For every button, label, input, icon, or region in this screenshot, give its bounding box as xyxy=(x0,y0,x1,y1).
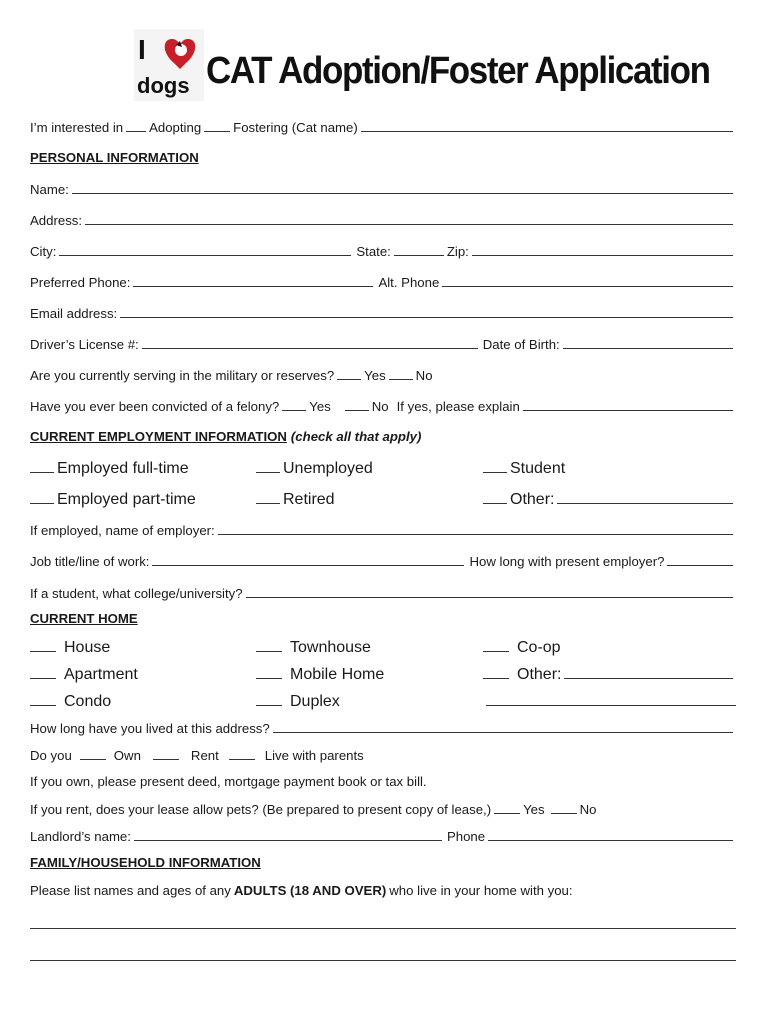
apartment-label: Apartment xyxy=(64,666,138,683)
fostering-label: Fostering (Cat name) xyxy=(233,120,358,135)
college-label: If a student, what college/university? xyxy=(30,586,243,601)
retired-blank[interactable] xyxy=(256,491,280,504)
coop-label: Co-op xyxy=(517,639,561,656)
full-time-label: Employed full-time xyxy=(57,460,189,477)
unemployed-label: Unemployed xyxy=(283,460,373,477)
employment-heading: CURRENT EMPLOYMENT INFORMATION xyxy=(30,429,287,444)
logo-i: I xyxy=(138,34,146,65)
alt-phone-label: Alt. Phone xyxy=(378,275,440,290)
email-label: Email address: xyxy=(30,306,118,321)
mobile-home-label: Mobile Home xyxy=(290,666,385,683)
full-time-blank[interactable] xyxy=(30,460,54,473)
condo-label: Condo xyxy=(64,693,112,710)
adults-line-1[interactable] xyxy=(30,927,736,929)
employment-other-label: Other: xyxy=(510,491,555,508)
apartment-blank[interactable] xyxy=(30,666,56,679)
adults-prompt-a: Please list names and ages of any xyxy=(30,883,231,898)
military-question: Are you currently serving in the military or reserves? xyxy=(30,368,335,383)
employer-duration-field[interactable] xyxy=(667,553,733,566)
employment-note: (check all that apply) xyxy=(290,429,422,444)
name-field[interactable] xyxy=(72,181,733,194)
felony-yes-blank[interactable] xyxy=(282,398,306,411)
felony-no-blank[interactable] xyxy=(345,398,369,411)
lease-pets-question: If you rent, does your lease allow pets? (Be prepared to present copy of lease,) xyxy=(30,802,492,817)
own-note: If you own, please present deed, mortgage payment book or tax bill. xyxy=(30,774,427,789)
military-yes-blank[interactable] xyxy=(337,367,361,380)
logo-dogs: dogs xyxy=(137,73,190,98)
part-time-blank[interactable] xyxy=(30,491,54,504)
military-no-label: No xyxy=(415,368,433,383)
college-field[interactable] xyxy=(246,585,733,598)
house-label: House xyxy=(64,639,111,656)
adults-line-2[interactable] xyxy=(30,959,736,961)
student-label: Student xyxy=(510,460,566,477)
lease-yes-blank[interactable] xyxy=(494,801,520,814)
retired-label: Retired xyxy=(283,491,335,508)
felony-yes-label: Yes xyxy=(309,399,331,414)
explain-label: If yes, please explain xyxy=(396,399,520,414)
state-field[interactable] xyxy=(394,243,444,256)
adopting-blank[interactable] xyxy=(126,119,146,132)
unemployed-blank[interactable] xyxy=(256,460,280,473)
family-heading: FAMILY/HOUSEHOLD INFORMATION xyxy=(30,855,261,870)
landlord-phone-field[interactable] xyxy=(488,828,733,841)
interest-label: I’m interested in xyxy=(30,120,124,135)
employer-duration-label: How long with present employer? xyxy=(469,554,665,569)
license-label: Driver’s License #: xyxy=(30,337,139,352)
rent-blank[interactable] xyxy=(153,747,179,760)
city-field[interactable] xyxy=(59,243,351,256)
felony-question: Have you ever been convicted of a felony? xyxy=(30,399,280,414)
landlord-field[interactable] xyxy=(134,828,442,841)
home-other-blank[interactable] xyxy=(483,666,509,679)
residence-duration-label: How long have you lived at this address? xyxy=(30,721,270,736)
job-label: Job title/line of work: xyxy=(30,554,150,569)
duplex-label: Duplex xyxy=(290,693,340,710)
military-yes-label: Yes xyxy=(364,368,386,383)
dob-field[interactable] xyxy=(563,336,733,349)
duplex-blank[interactable] xyxy=(256,693,282,706)
mobile-home-blank[interactable] xyxy=(256,666,282,679)
rent-label: Rent xyxy=(190,748,219,763)
city-label: City: xyxy=(30,244,57,259)
house-blank[interactable] xyxy=(30,639,56,652)
do-you-label: Do you xyxy=(30,748,72,763)
coop-blank[interactable] xyxy=(483,639,509,652)
personal-heading: PERSONAL INFORMATION xyxy=(30,150,199,165)
part-time-label: Employed part-time xyxy=(57,491,196,508)
adults-prompt-c: who live in your home with you: xyxy=(389,883,573,898)
student-blank[interactable] xyxy=(483,460,507,473)
fostering-blank[interactable] xyxy=(204,119,230,132)
employer-label: If employed, name of employer: xyxy=(30,523,215,538)
phone-label: Preferred Phone: xyxy=(30,275,131,290)
own-label: Own xyxy=(113,748,141,763)
interest-row xyxy=(30,119,736,136)
zip-label: Zip: xyxy=(446,244,469,259)
home-other-label: Other: xyxy=(517,666,562,683)
adopting-label: Adopting xyxy=(149,120,202,135)
home-other-field[interactable] xyxy=(564,666,733,679)
townhouse-blank[interactable] xyxy=(256,639,282,652)
address-label: Address: xyxy=(30,213,83,228)
i-love-dogs-logo xyxy=(134,29,204,101)
lease-no-label: No xyxy=(579,802,597,817)
job-field[interactable] xyxy=(152,553,464,566)
felony-no-label: No xyxy=(371,399,389,414)
phone-field[interactable] xyxy=(133,274,373,287)
name-label: Name: xyxy=(30,182,69,197)
license-field[interactable] xyxy=(142,336,478,349)
page-title: CAT Adoption/Foster Application xyxy=(206,50,710,92)
live-parents-blank[interactable] xyxy=(229,747,255,760)
landlord-phone-label: Phone xyxy=(446,829,486,844)
employment-other-blank[interactable] xyxy=(483,491,507,504)
explain-field[interactable] xyxy=(523,398,733,411)
email-field[interactable] xyxy=(120,305,733,318)
alt-phone-field[interactable] xyxy=(442,274,733,287)
lease-no-blank[interactable] xyxy=(551,801,577,814)
lease-yes-label: Yes xyxy=(523,802,545,817)
townhouse-label: Townhouse xyxy=(290,639,371,656)
employment-other-field[interactable] xyxy=(557,491,733,504)
dob-label: Date of Birth: xyxy=(482,337,560,352)
state-label: State: xyxy=(356,244,391,259)
own-blank[interactable] xyxy=(80,747,106,760)
residence-duration-field[interactable] xyxy=(273,720,733,733)
cat-name-field[interactable] xyxy=(361,119,733,132)
condo-blank[interactable] xyxy=(30,693,56,706)
address-field[interactable] xyxy=(85,212,733,225)
adults-prompt-b: ADULTS (18 AND OVER) xyxy=(233,883,387,898)
employer-field[interactable] xyxy=(218,522,733,535)
home-other-field-2[interactable] xyxy=(486,693,736,706)
home-heading: CURRENT HOME xyxy=(30,611,138,626)
live-parents-label: Live with parents xyxy=(264,748,364,763)
military-no-blank[interactable] xyxy=(389,367,413,380)
zip-field[interactable] xyxy=(472,243,733,256)
landlord-label: Landlord’s name: xyxy=(30,829,131,844)
